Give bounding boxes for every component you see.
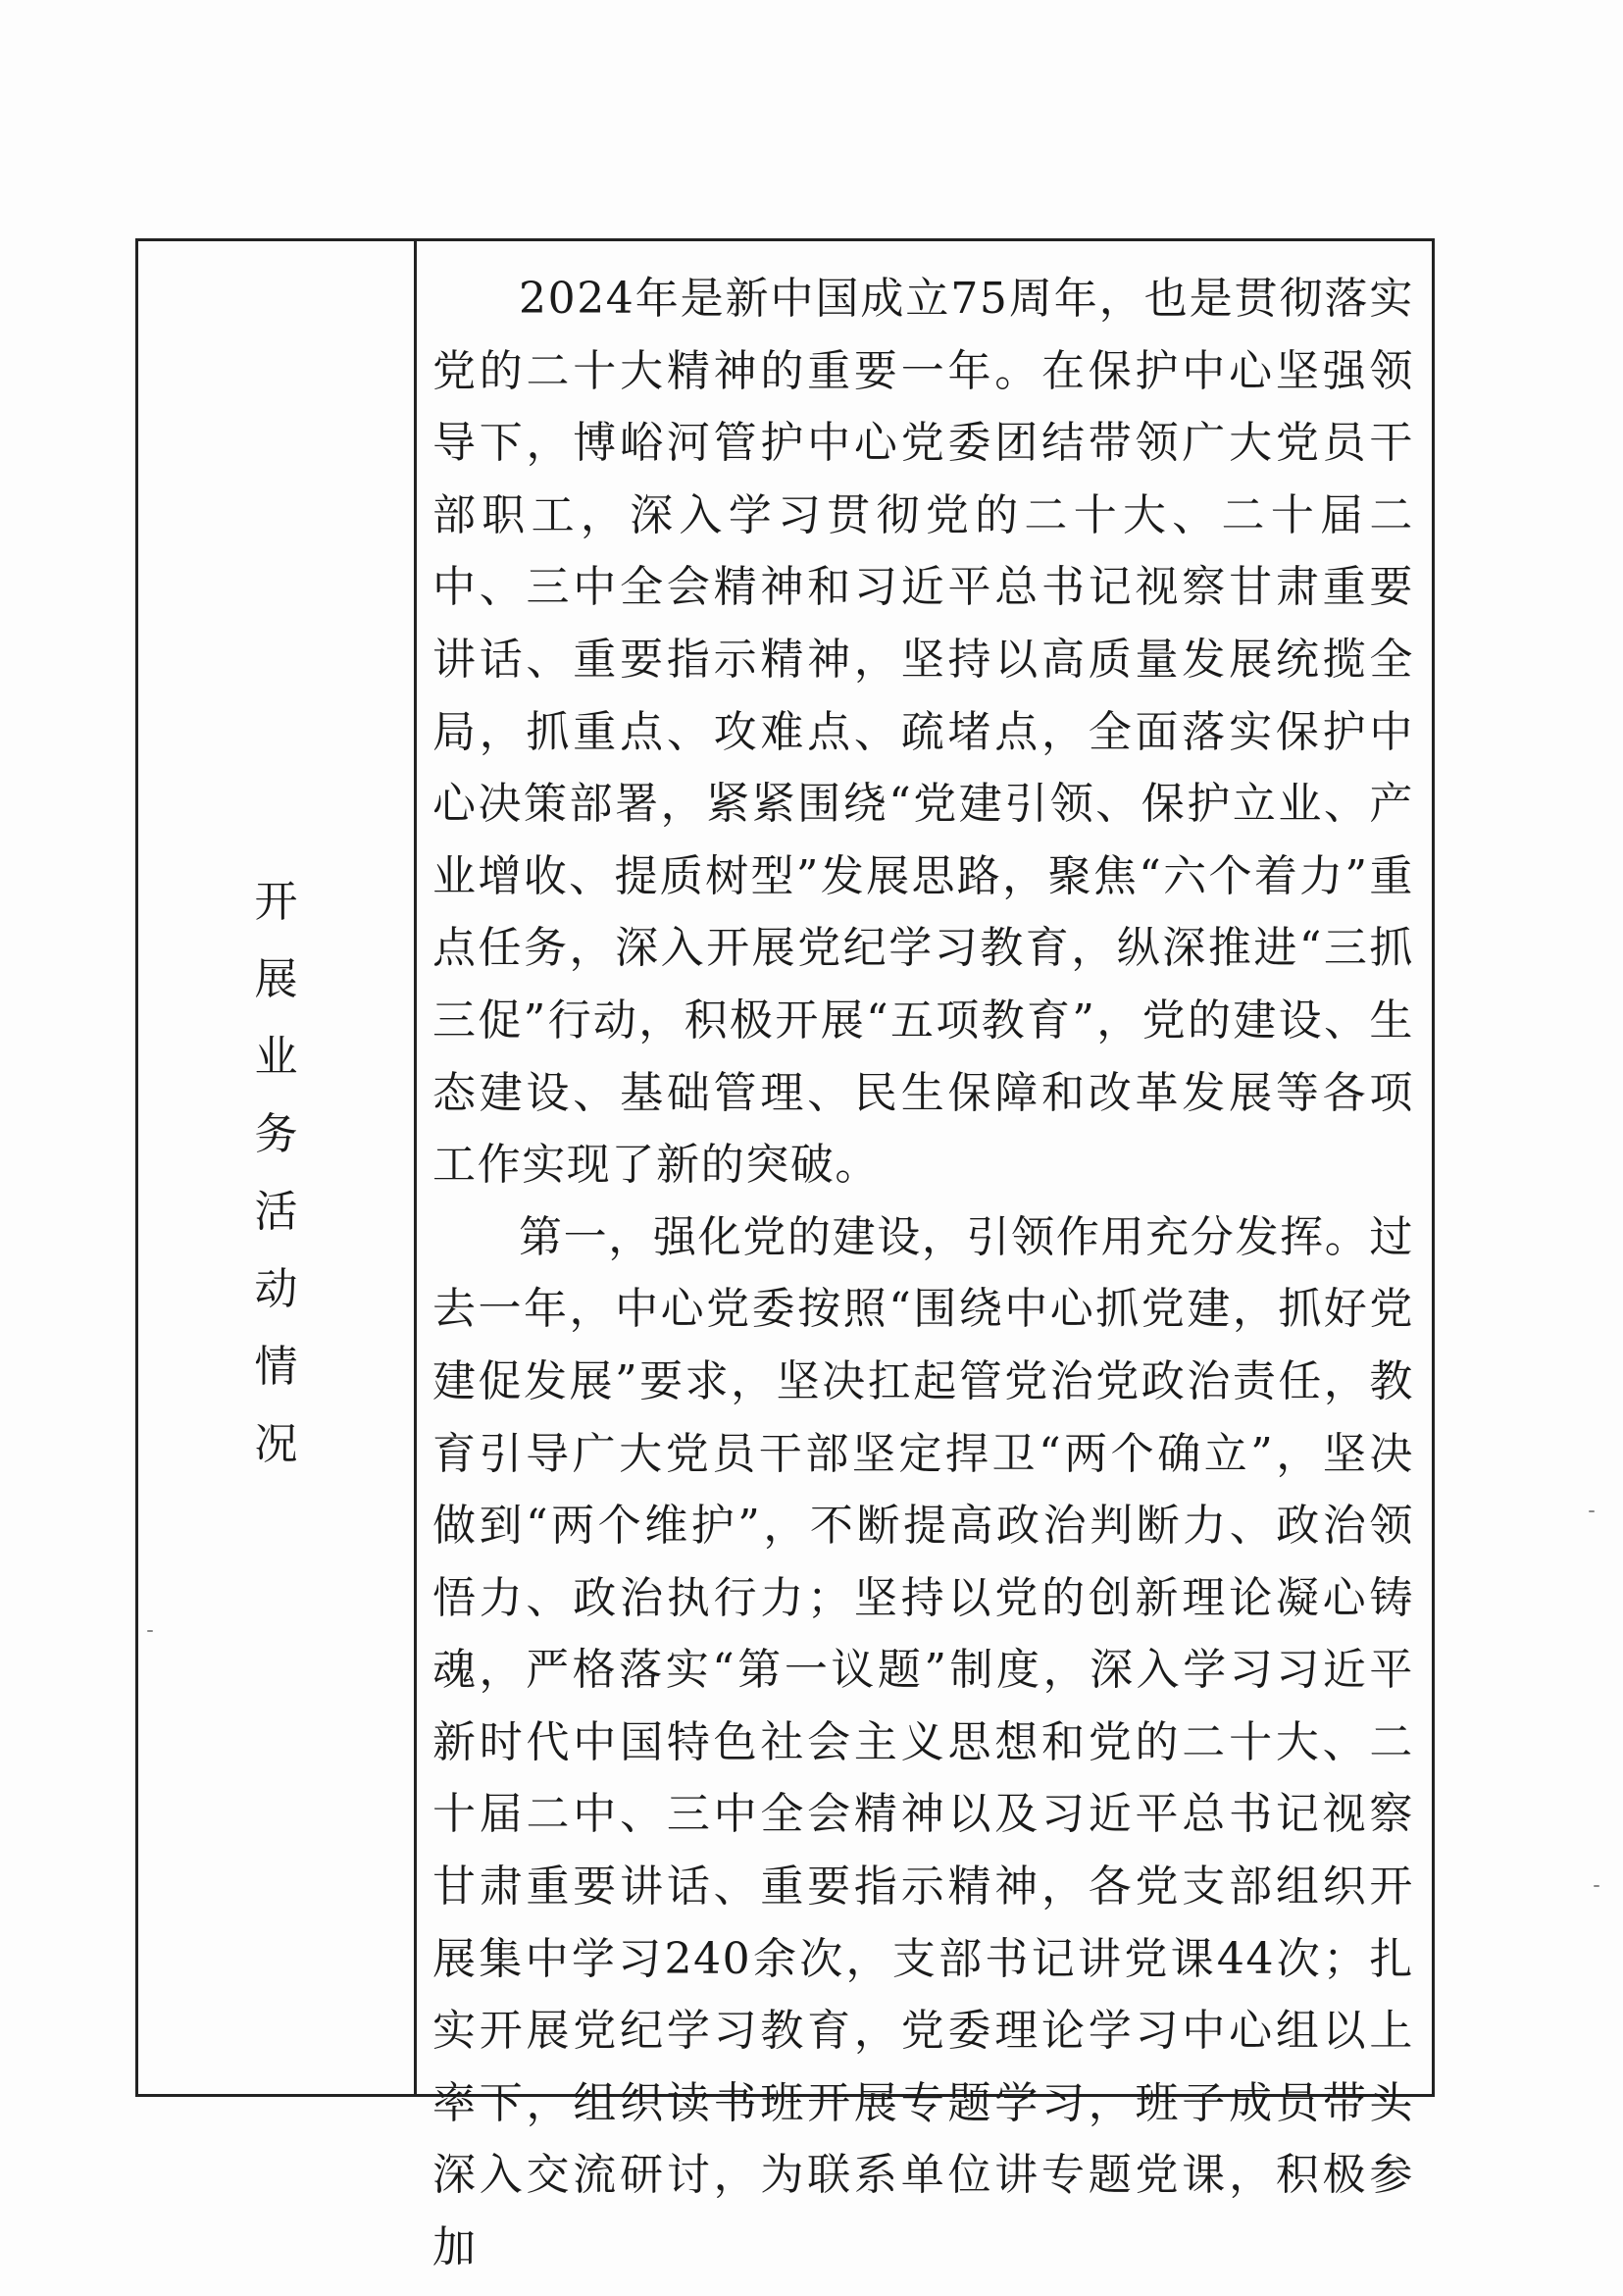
section-label-char: 活: [254, 1186, 298, 1237]
section-label-char: 业: [254, 1031, 298, 1082]
section-label: [255, 863, 298, 1483]
paragraph-party-building: 第一，强化党的建设，引领作用充分发挥。过去一年，中心党委按照“围绕中心抓党建，抓好党建促发展”要求，坚决扛起管党治党政治责任，教育引导广大党员干部坚定捍卫“两个确立”，坚决做到“两个维护”，不断提高政治判断力、政治领悟力、政治执行力；坚持以党的创新理论凝心铸魂，严格落实“第一议题”制度，深入学习习近平新时代中国特色社会主义思想和党的二十大、二十届二中、三中全会精神以及习近平总书记视察甘肃重要讲话、重要指示精神，各党支部组织开展集中学习240余次，支部书记讲党课44次；扎实开展党纪学习教育，党委理论学习中心组以上率下，组织读书班开展专题学习，班子成员带头深入交流研讨，为联系单位讲专题党课，积极参加: [432, 1211, 1414, 2273]
scan-speck: [1594, 1885, 1599, 1887]
scan-speck: [147, 1630, 153, 1632]
scan-speck: [1589, 1510, 1595, 1512]
form-table: [135, 238, 1435, 2273]
section-label-char: 况: [254, 1418, 298, 1469]
section-label-char: 动: [254, 1263, 298, 1314]
paragraph-intro: 2024年是新中国成立75周年，也是贯彻落实党的二十大精神的重要一年。在保护中心坚强领导下，博峪河管护中心党委团结带领广大党员干部职工，深入学习贯彻党的二十大、二十届二中、三中全会精神和习近平总书记视察甘肃重要讲话、重要指示精神，坚持以高质量发展统揽全局，抓重点、攻难点、疏堵点，全面落实保护中心决策部署，紧紧围绕“党建引领、保护立业、产业增收、提质树型”发展思路，聚焦“六个着力”重点任务，深入开展党纪学习教育，纵深推进“三抓三促”行动，积极开展“五项教育”，党的建设、生态建设、基础管理、民生保障和改革发展等各项工作实现了新的突破。: [432, 274, 1414, 1191]
section-label-char: 展: [254, 953, 298, 1004]
section-label-char: 开: [254, 876, 298, 927]
section-label-cell: [138, 241, 417, 2094]
content-cell: [417, 241, 1432, 2273]
section-label-char: 情: [254, 1341, 298, 1392]
section-label-char: 务: [254, 1108, 298, 1159]
